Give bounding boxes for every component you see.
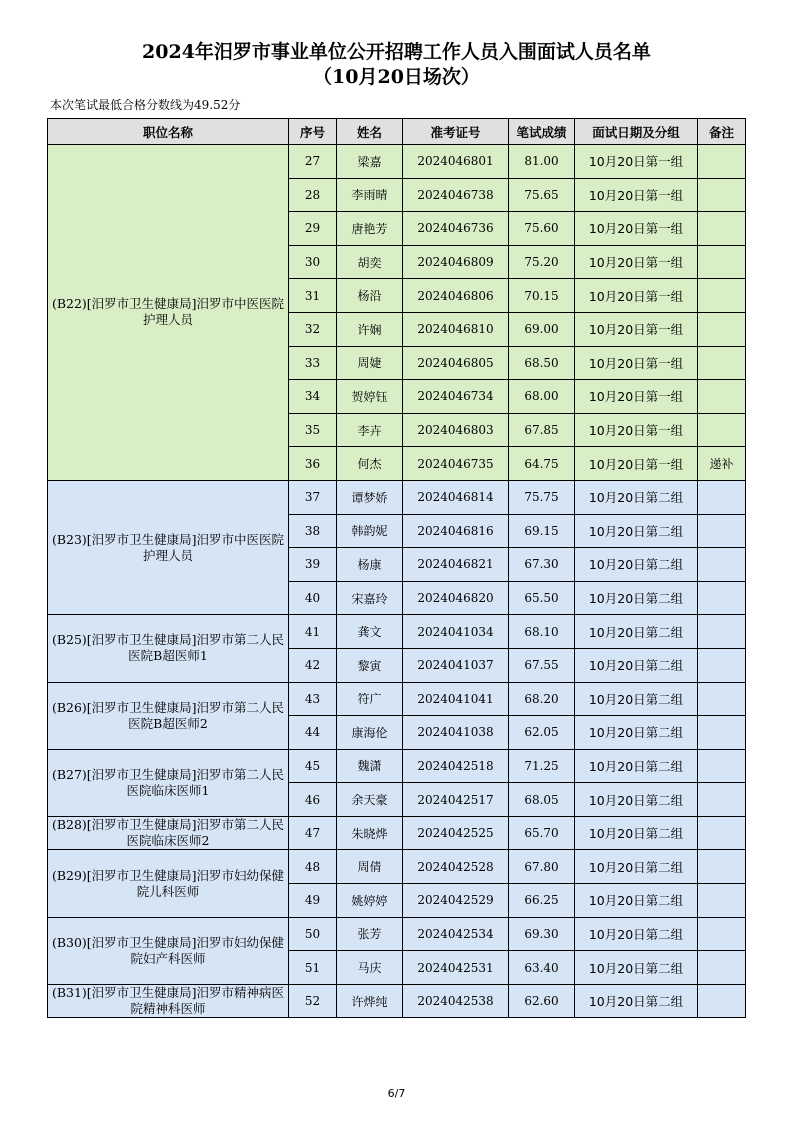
cell-remark	[698, 615, 746, 649]
position-name: (B26)[汨罗市卫生健康局]汨罗市第二人民医院B超医师2	[51, 699, 285, 731]
cell-seq: 47	[289, 816, 337, 850]
cell-interview: 10月20日第二组	[575, 615, 698, 649]
position-name-cell	[48, 682, 289, 749]
cell-exam-id: 2024042538	[403, 984, 509, 1018]
cell-exam-id: 2024042525	[403, 816, 509, 850]
cell-seq: 27	[289, 145, 337, 179]
cell-seq: 37	[289, 480, 337, 514]
cell-exam-id: 2024046734	[403, 380, 509, 414]
position-name: (B23)[汨罗市卫生健康局]汨罗市中医医院护理人员	[51, 531, 285, 563]
cell-remark	[698, 749, 746, 783]
cell-remark	[698, 816, 746, 850]
cell-seq: 31	[289, 279, 337, 313]
cell-name: 李雨晴	[337, 178, 403, 212]
cell-interview: 10月20日第二组	[575, 884, 698, 918]
cell-interview: 10月20日第一组	[575, 447, 698, 481]
cell-seq: 50	[289, 917, 337, 951]
cell-score: 62.60	[509, 984, 575, 1018]
header-position: 职位名称	[48, 119, 289, 145]
cell-seq: 34	[289, 380, 337, 414]
cell-score: 75.75	[509, 480, 575, 514]
cell-score: 69.30	[509, 917, 575, 951]
table-row	[48, 682, 746, 716]
cell-exam-id: 2024046801	[403, 145, 509, 179]
cell-exam-id: 2024042528	[403, 850, 509, 884]
header-interview: 面试日期及分组	[575, 119, 698, 145]
position-name-cell	[48, 816, 289, 850]
cell-seq: 29	[289, 212, 337, 246]
cell-name: 魏潇	[337, 749, 403, 783]
cell-interview: 10月20日第二组	[575, 682, 698, 716]
cell-interview: 10月20日第一组	[575, 413, 698, 447]
cell-name: 宋嘉玲	[337, 581, 403, 615]
header-exam-id: 准考证号	[403, 119, 509, 145]
cell-score: 70.15	[509, 279, 575, 313]
table-row	[48, 917, 746, 951]
cell-interview: 10月20日第二组	[575, 850, 698, 884]
cell-remark	[698, 783, 746, 817]
cell-remark	[698, 480, 746, 514]
cell-name: 李卉	[337, 413, 403, 447]
cell-seq: 35	[289, 413, 337, 447]
cell-remark	[698, 413, 746, 447]
cell-name: 何杰	[337, 447, 403, 481]
cell-interview: 10月20日第二组	[575, 917, 698, 951]
cell-interview: 10月20日第一组	[575, 145, 698, 179]
cell-remark	[698, 850, 746, 884]
cell-score: 65.50	[509, 581, 575, 615]
table-row	[48, 480, 746, 514]
cell-exam-id: 2024042534	[403, 917, 509, 951]
cell-exam-id: 2024046805	[403, 346, 509, 380]
cell-score: 69.15	[509, 514, 575, 548]
cell-interview: 10月20日第一组	[575, 312, 698, 346]
cell-name: 贺婷钰	[337, 380, 403, 414]
cell-name: 康海伦	[337, 716, 403, 750]
cell-exam-id: 2024046736	[403, 212, 509, 246]
cell-name: 胡奕	[337, 245, 403, 279]
cell-remark	[698, 884, 746, 918]
cell-remark	[698, 514, 746, 548]
cell-exam-id: 2024046821	[403, 548, 509, 582]
cell-exam-id: 2024046820	[403, 581, 509, 615]
cell-remark	[698, 581, 746, 615]
cell-exam-id: 2024046809	[403, 245, 509, 279]
cell-seq: 45	[289, 749, 337, 783]
cell-score: 71.25	[509, 749, 575, 783]
cell-remark	[698, 716, 746, 750]
cell-interview: 10月20日第二组	[575, 716, 698, 750]
cell-seq: 39	[289, 548, 337, 582]
cell-exam-id: 2024042518	[403, 749, 509, 783]
cell-interview: 10月20日第一组	[575, 279, 698, 313]
position-name-cell	[48, 615, 289, 682]
cell-interview: 10月20日第二组	[575, 548, 698, 582]
cell-score: 68.20	[509, 682, 575, 716]
cell-seq: 49	[289, 884, 337, 918]
cell-seq: 33	[289, 346, 337, 380]
cell-remark	[698, 984, 746, 1018]
cell-seq: 52	[289, 984, 337, 1018]
table-header-row	[48, 119, 746, 145]
cell-interview: 10月20日第二组	[575, 816, 698, 850]
cell-name: 马庆	[337, 951, 403, 985]
cell-seq: 41	[289, 615, 337, 649]
cell-score: 64.75	[509, 447, 575, 481]
header-remark: 备注	[698, 119, 746, 145]
cell-name: 朱晓烨	[337, 816, 403, 850]
passing-score-note: 本次笔试最低合格分数线为49.52分	[50, 98, 241, 112]
position-name-cell	[48, 917, 289, 984]
cell-seq: 48	[289, 850, 337, 884]
cell-name: 张芳	[337, 917, 403, 951]
position-name-cell	[48, 749, 289, 816]
cell-seq: 43	[289, 682, 337, 716]
table-row	[48, 850, 746, 884]
cell-score: 67.85	[509, 413, 575, 447]
candidate-table	[47, 118, 746, 1018]
cell-name: 杨沿	[337, 279, 403, 313]
cell-remark	[698, 548, 746, 582]
cell-name: 周倩	[337, 850, 403, 884]
position-name-cell	[48, 984, 289, 1018]
header-score: 笔试成绩	[509, 119, 575, 145]
cell-score: 67.80	[509, 850, 575, 884]
cell-score: 65.70	[509, 816, 575, 850]
cell-score: 66.25	[509, 884, 575, 918]
cell-score: 68.05	[509, 783, 575, 817]
cell-remark	[698, 178, 746, 212]
cell-interview: 10月20日第一组	[575, 178, 698, 212]
position-name: (B25)[汨罗市卫生健康局]汨罗市第二人民医院B超医师1	[51, 632, 285, 664]
position-name: (B27)[汨罗市卫生健康局]汨罗市第二人民医院临床医师1	[51, 766, 285, 798]
cell-seq: 28	[289, 178, 337, 212]
cell-exam-id: 2024042529	[403, 884, 509, 918]
cell-name: 周婕	[337, 346, 403, 380]
cell-seq: 36	[289, 447, 337, 481]
cell-exam-id: 2024046816	[403, 514, 509, 548]
cell-score: 75.20	[509, 245, 575, 279]
cell-name: 杨康	[337, 548, 403, 582]
cell-name: 许娴	[337, 312, 403, 346]
header-name: 姓名	[337, 119, 403, 145]
cell-seq: 38	[289, 514, 337, 548]
cell-seq: 40	[289, 581, 337, 615]
table-row	[48, 615, 746, 649]
cell-score: 75.60	[509, 212, 575, 246]
cell-exam-id: 2024041037	[403, 648, 509, 682]
cell-score: 75.65	[509, 178, 575, 212]
cell-name: 谭梦娇	[337, 480, 403, 514]
cell-score: 69.00	[509, 312, 575, 346]
cell-exam-id: 2024041041	[403, 682, 509, 716]
header-seq: 序号	[289, 119, 337, 145]
cell-seq: 44	[289, 716, 337, 750]
cell-name: 龚文	[337, 615, 403, 649]
cell-remark	[698, 279, 746, 313]
page-number: 6/7	[387, 1087, 406, 1100]
cell-seq: 32	[289, 312, 337, 346]
cell-exam-id: 2024042531	[403, 951, 509, 985]
cell-exam-id: 2024046814	[403, 480, 509, 514]
cell-seq: 42	[289, 648, 337, 682]
cell-name: 符广	[337, 682, 403, 716]
cell-name: 姚婷婷	[337, 884, 403, 918]
cell-exam-id: 2024046735	[403, 447, 509, 481]
position-name: (B29)[汨罗市卫生健康局]汨罗市妇幼保健院儿科医师	[51, 867, 285, 899]
cell-remark	[698, 682, 746, 716]
position-name-cell	[48, 850, 289, 917]
table-row	[48, 145, 746, 179]
position-name: (B28)[汨罗市卫生健康局]汨罗市第二人民医院临床医师2	[51, 817, 285, 849]
cell-remark	[698, 312, 746, 346]
cell-interview: 10月20日第二组	[575, 480, 698, 514]
cell-remark	[698, 917, 746, 951]
table-body	[48, 145, 746, 1018]
cell-remark	[698, 648, 746, 682]
cell-score: 68.50	[509, 346, 575, 380]
cell-seq: 46	[289, 783, 337, 817]
cell-exam-id: 2024041034	[403, 615, 509, 649]
cell-name: 许烨纯	[337, 984, 403, 1018]
cell-remark	[698, 145, 746, 179]
page-title	[0, 40, 793, 90]
cell-exam-id: 2024046803	[403, 413, 509, 447]
cell-interview: 10月20日第二组	[575, 749, 698, 783]
cell-interview: 10月20日第二组	[575, 648, 698, 682]
cell-score: 67.30	[509, 548, 575, 582]
cell-seq: 51	[289, 951, 337, 985]
cell-name: 余天豪	[337, 783, 403, 817]
cell-interview: 10月20日第二组	[575, 581, 698, 615]
cell-remark	[698, 951, 746, 985]
position-name: (B22)[汨罗市卫生健康局]汨罗市中医医院护理人员	[51, 296, 285, 328]
cell-interview: 10月20日第一组	[575, 245, 698, 279]
cell-interview: 10月20日第一组	[575, 380, 698, 414]
cell-seq: 30	[289, 245, 337, 279]
cell-interview: 10月20日第二组	[575, 783, 698, 817]
cell-interview: 10月20日第二组	[575, 514, 698, 548]
cell-name: 韩韵妮	[337, 514, 403, 548]
title-line-1: 2024年汨罗市事业单位公开招聘工作人员入围面试人员名单	[142, 41, 651, 63]
position-name-cell	[48, 145, 289, 481]
position-name: (B30)[汨罗市卫生健康局]汨罗市妇幼保健院妇产科医师	[51, 934, 285, 966]
cell-score: 68.10	[509, 615, 575, 649]
cell-remark	[698, 245, 746, 279]
cell-score: 68.00	[509, 380, 575, 414]
cell-exam-id: 2024046810	[403, 312, 509, 346]
cell-remark	[698, 346, 746, 380]
title-line-2: （10月20日场次）	[313, 66, 480, 88]
table-row	[48, 816, 746, 850]
cell-score: 63.40	[509, 951, 575, 985]
cell-name: 唐艳芳	[337, 212, 403, 246]
cell-name: 黎寅	[337, 648, 403, 682]
cell-remark: 递补	[698, 447, 746, 481]
table-row	[48, 749, 746, 783]
cell-interview: 10月20日第一组	[575, 346, 698, 380]
cell-interview: 10月20日第一组	[575, 212, 698, 246]
cell-name: 梁嘉	[337, 145, 403, 179]
cell-remark	[698, 212, 746, 246]
cell-exam-id: 2024046806	[403, 279, 509, 313]
cell-interview: 10月20日第二组	[575, 984, 698, 1018]
cell-interview: 10月20日第二组	[575, 951, 698, 985]
position-name-cell	[48, 480, 289, 614]
cell-exam-id: 2024041038	[403, 716, 509, 750]
cell-remark	[698, 380, 746, 414]
position-name: (B31)[汨罗市卫生健康局]汨罗市精神病医院精神科医师	[51, 985, 285, 1017]
cell-score: 81.00	[509, 145, 575, 179]
cell-exam-id: 2024042517	[403, 783, 509, 817]
cell-score: 67.55	[509, 648, 575, 682]
cell-score: 62.05	[509, 716, 575, 750]
table-row	[48, 984, 746, 1018]
cell-exam-id: 2024046738	[403, 178, 509, 212]
